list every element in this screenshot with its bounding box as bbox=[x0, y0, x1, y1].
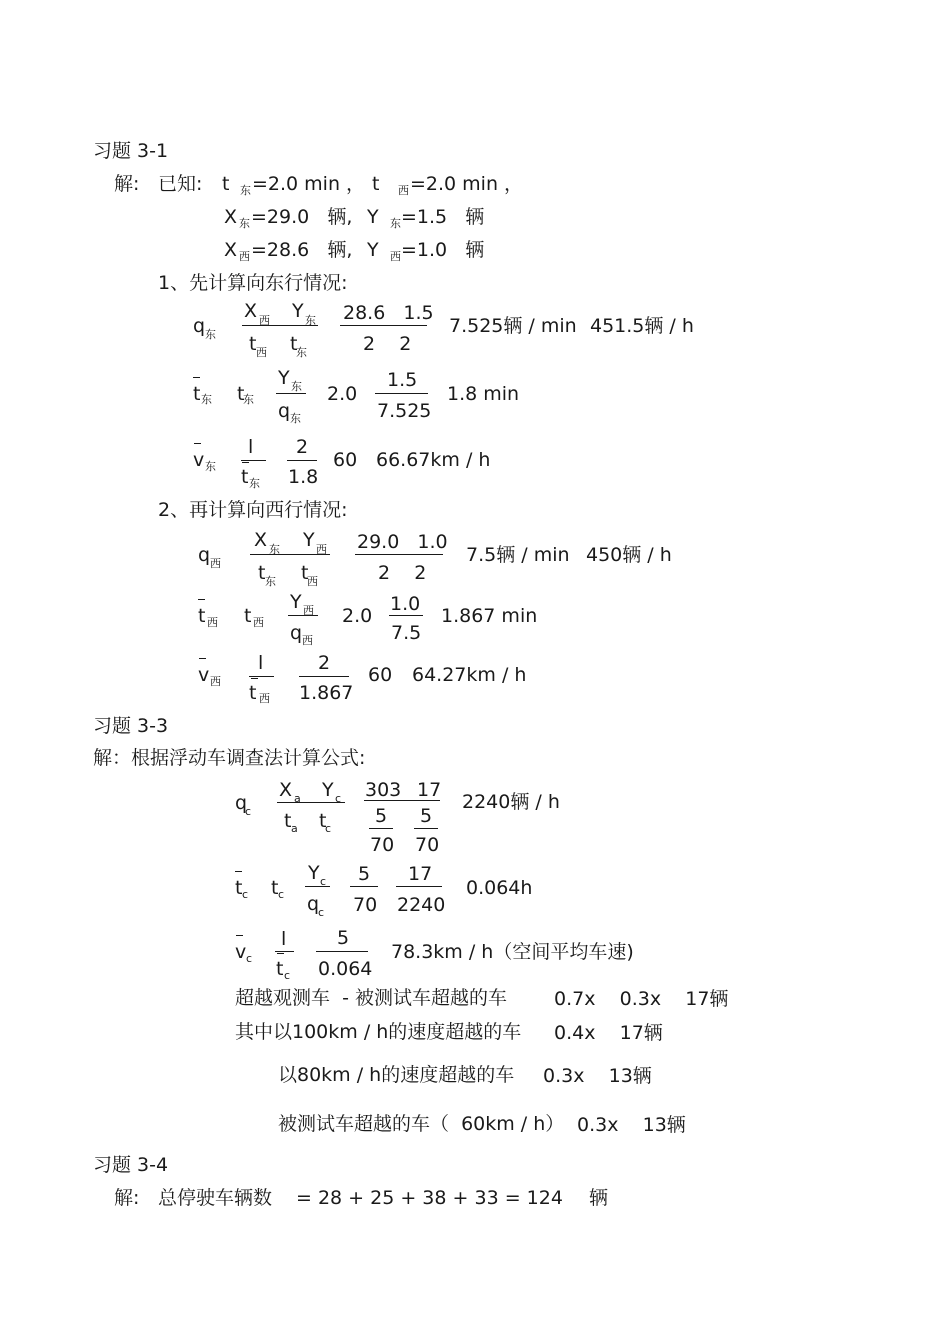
west-q-result-hour: 450辆 / h bbox=[586, 544, 672, 566]
vc-tbar-overbar bbox=[277, 953, 284, 954]
east-q-fraction-bar bbox=[242, 325, 318, 326]
given-y-west-sub: 西 bbox=[390, 250, 401, 263]
overtaking-line-2-value: 0.4x 17辆 bbox=[554, 1022, 663, 1044]
west-num-x-sub: 东 bbox=[269, 543, 280, 556]
east-v-num: 2 bbox=[296, 436, 309, 458]
west-q-result-min: 7.5辆 / min bbox=[466, 544, 570, 566]
west-t-sub: 西 bbox=[207, 616, 218, 629]
tc2-sub: c bbox=[278, 888, 285, 901]
east-t-den: 7.525 bbox=[377, 400, 432, 422]
qc-inner-70a: 70 bbox=[370, 834, 395, 856]
east-den-t1: t bbox=[249, 333, 257, 355]
east-num-y-sub: 东 bbox=[305, 314, 316, 327]
given-y-east: Y bbox=[367, 206, 379, 228]
given-y-east-sub: 东 bbox=[390, 217, 401, 230]
overtaking-line-4-value: 0.3x 13辆 bbox=[577, 1114, 686, 1136]
east-t2-symbol: t bbox=[237, 383, 245, 405]
east-v-result: 66.67km / h bbox=[376, 449, 491, 471]
qc-result: 2240辆 / h bbox=[462, 791, 560, 813]
given-y-west-val: =1.0 辆 bbox=[401, 239, 485, 261]
qc-num-y-sub: c bbox=[335, 792, 342, 805]
given-x-west-sub: 西 bbox=[239, 250, 250, 263]
east-q-symbol: q bbox=[193, 315, 206, 337]
east-den-t2-sub: 东 bbox=[296, 346, 307, 359]
east-num-x-sub: 西 bbox=[259, 314, 270, 327]
step-2-heading: 2、再计算向西行情况: bbox=[158, 499, 348, 521]
tc-sub: c bbox=[242, 888, 249, 901]
qc-inner-bar-b bbox=[414, 828, 438, 829]
given-x-east-val: =29.0 辆, bbox=[251, 206, 353, 228]
problem-3-4-title: 习题 3-4 bbox=[93, 1154, 169, 1176]
given-t-east: t bbox=[222, 173, 230, 195]
tc-5-70-bar bbox=[350, 886, 378, 887]
qc-den-ta-sub: a bbox=[291, 822, 298, 835]
west-v-values-bar bbox=[299, 676, 349, 677]
tc-symbol: t bbox=[235, 877, 243, 899]
qc-num-x: X bbox=[279, 779, 293, 801]
west-v-sub: 西 bbox=[210, 675, 221, 688]
west-v-tbar: t bbox=[249, 682, 257, 704]
east-t-sub: 东 bbox=[201, 393, 212, 406]
tc2-symbol: t bbox=[271, 877, 279, 899]
west-den-t2-sub: 西 bbox=[307, 575, 318, 588]
overtaking-line-3: 以80km / h的速度超越的车 bbox=[278, 1064, 515, 1086]
vc-tbar-sub: c bbox=[284, 969, 291, 982]
east-v-overbar bbox=[194, 443, 201, 444]
west-v-l: l bbox=[258, 652, 264, 674]
total-stopped-vehicles-label: 总停驶车辆数 bbox=[158, 1187, 273, 1209]
qc-den-tc-sub: c bbox=[325, 822, 332, 835]
east-t-overbar bbox=[193, 377, 200, 378]
vc-l: l bbox=[281, 928, 287, 950]
problem-3-1-title: 习题 3-1 bbox=[93, 140, 169, 162]
west-values-fraction-bar bbox=[355, 554, 443, 555]
east-q-sub: 东 bbox=[205, 328, 216, 341]
east-frac-y-sub: 东 bbox=[291, 380, 302, 393]
west-t-overbar bbox=[198, 599, 205, 600]
west-den-values: 2 2 bbox=[378, 562, 427, 584]
tc-17: 17 bbox=[408, 863, 433, 885]
vc-tbar: t bbox=[276, 958, 284, 980]
west-num-y-sub: 西 bbox=[316, 543, 327, 556]
tc-frac-y-sub: c bbox=[320, 875, 327, 888]
problem-3-3-title: 习题 3-3 bbox=[93, 715, 169, 737]
west-frac-q-sub: 西 bbox=[302, 634, 313, 647]
tc-2240: 2240 bbox=[397, 894, 446, 916]
qc-symbol: q bbox=[235, 792, 248, 814]
given-x-west-val: =28.6 辆, bbox=[251, 239, 353, 261]
west-v-tbar-sub: 西 bbox=[259, 692, 270, 705]
east-den-t1-sub: 西 bbox=[256, 346, 267, 359]
west-frac-y-sub: 西 bbox=[303, 604, 314, 617]
east-v-tbar-sub: 东 bbox=[249, 477, 260, 490]
given-t-west: t bbox=[372, 173, 380, 195]
tc-5: 5 bbox=[358, 863, 371, 885]
west-t-result: 1.867 min bbox=[441, 605, 538, 627]
east-t-result: 1.8 min bbox=[447, 383, 520, 405]
west-q-symbol: q bbox=[198, 544, 211, 566]
east-v-l: l bbox=[248, 436, 254, 458]
overtaking-line-1: 超越观测车 - 被测试车超越的车 bbox=[235, 987, 507, 1009]
qc-den-ta: t bbox=[284, 810, 292, 832]
east-v-sub: 东 bbox=[205, 460, 216, 473]
east-t-2.0: 2.0 bbox=[327, 383, 358, 405]
west-den-t2: t bbox=[301, 562, 309, 584]
given-x-east: X bbox=[224, 206, 238, 228]
tc-17-2240-bar bbox=[396, 886, 442, 887]
east-frac-y: Y bbox=[278, 367, 290, 389]
given-t-west-val: =2.0 min ， bbox=[410, 173, 524, 195]
west-frac-q: q bbox=[290, 622, 303, 644]
tc-fraction-bar bbox=[305, 886, 330, 887]
vc-symbol: v bbox=[235, 941, 247, 963]
east-v-fraction-bar bbox=[241, 460, 266, 461]
west-v-tbar-overbar bbox=[251, 678, 258, 679]
problem-3-3-intro: 解：根据浮动车调查法计算公式: bbox=[93, 747, 366, 769]
vc-values-bar bbox=[316, 951, 368, 952]
vc-result: 78.3km / h（空间平均车速) bbox=[391, 941, 634, 963]
west-v-overbar bbox=[199, 658, 206, 659]
west-v-60: 60 bbox=[368, 664, 393, 686]
vc-den: 0.064 bbox=[318, 958, 373, 980]
west-t-values-bar bbox=[389, 615, 423, 616]
overtaking-line-4: 被测试车超越的车（ 60km / h） bbox=[278, 1113, 565, 1135]
east-v-symbol: v bbox=[193, 449, 205, 471]
west-den-t1: t bbox=[258, 562, 266, 584]
east-frac-q-sub: 东 bbox=[290, 412, 301, 425]
west-v-symbol: v bbox=[198, 664, 210, 686]
given-x-west: X bbox=[224, 239, 238, 261]
vc-sub: c bbox=[246, 952, 253, 965]
east-v-tbar-overbar bbox=[242, 462, 249, 463]
east-num-y: Y bbox=[292, 300, 304, 322]
west-num-x: X bbox=[254, 529, 268, 551]
given-t-east-sub: 东 bbox=[240, 184, 251, 197]
east-t-values-bar bbox=[375, 393, 428, 394]
east-t2-sub: 东 bbox=[243, 393, 254, 406]
east-v-60: 60 bbox=[333, 449, 358, 471]
east-q-result-hour: 451.5辆 / h bbox=[590, 315, 694, 337]
tc-result: 0.064h bbox=[466, 877, 533, 899]
given-y-west: Y bbox=[367, 239, 379, 261]
west-q-sub: 西 bbox=[210, 557, 221, 570]
west-q-fraction-bar bbox=[250, 554, 330, 555]
west-t-symbol: t bbox=[198, 605, 206, 627]
vc-overbar bbox=[236, 935, 243, 936]
qc-inner-5b: 5 bbox=[420, 805, 433, 827]
tc-overbar bbox=[235, 871, 242, 872]
west-den-t1-sub: 东 bbox=[265, 575, 276, 588]
total-stopped-vehicles-equation: = 28 + 25 + 38 + 33 = 124 bbox=[296, 1187, 563, 1209]
problem-3-4-solution-label: 解: bbox=[114, 1187, 140, 1209]
total-stopped-vehicles-unit: 辆 bbox=[589, 1187, 609, 1209]
west-t-fraction-bar bbox=[288, 615, 318, 616]
east-den-values: 2 2 bbox=[363, 333, 412, 355]
east-q-result-min: 7.525辆 / min bbox=[449, 315, 577, 337]
east-t-fraction-bar bbox=[276, 393, 306, 394]
qc-fraction-bar bbox=[277, 802, 345, 803]
given-y-east-val: =1.5 辆 bbox=[401, 206, 485, 228]
east-values-fraction-bar bbox=[340, 325, 427, 326]
qc-num-17: 17 bbox=[417, 779, 442, 801]
west-t-den: 7.5 bbox=[391, 622, 422, 644]
qc-inner-70b: 70 bbox=[415, 834, 440, 856]
east-num-x: X bbox=[244, 300, 258, 322]
east-v-den: 1.8 bbox=[288, 466, 319, 488]
west-v-den: 1.867 bbox=[299, 682, 354, 704]
tc-frac-q-sub: c bbox=[318, 906, 325, 919]
qc-den-tc: t bbox=[319, 810, 327, 832]
qc-inner-5a: 5 bbox=[375, 805, 388, 827]
tc-frac-y: Y bbox=[308, 862, 320, 884]
tc-70: 70 bbox=[353, 894, 378, 916]
east-v-values-bar bbox=[287, 460, 317, 461]
known-label: 已知: bbox=[158, 173, 203, 195]
given-t-west-sub: 西 bbox=[398, 184, 409, 197]
qc-values-bar bbox=[364, 800, 440, 801]
solution-label: 解: bbox=[114, 173, 140, 195]
east-t-symbol: t bbox=[193, 383, 201, 405]
overtaking-line-3-value: 0.3x 13辆 bbox=[543, 1065, 652, 1087]
qc-num-x-sub: a bbox=[294, 792, 301, 805]
vc-fraction-bar bbox=[275, 951, 294, 952]
qc-inner-bar-a bbox=[369, 828, 393, 829]
west-num-y: Y bbox=[303, 529, 315, 551]
west-v-num: 2 bbox=[318, 652, 331, 674]
west-t2-sub: 西 bbox=[253, 616, 264, 629]
west-frac-y: Y bbox=[290, 591, 302, 613]
qc-num-303: 303 bbox=[365, 779, 402, 801]
east-v-tbar: t bbox=[241, 466, 249, 488]
qc-num-y: Y bbox=[322, 779, 334, 801]
west-t-2.0: 2.0 bbox=[342, 605, 373, 627]
east-t-num: 1.5 bbox=[387, 369, 418, 391]
west-v-fraction-bar bbox=[249, 676, 274, 677]
overtaking-line-2: 其中以100km / h的速度超越的车 bbox=[235, 1021, 522, 1043]
west-v-result: 64.27km / h bbox=[412, 664, 527, 686]
east-frac-q: q bbox=[278, 400, 291, 422]
tc-frac-q: q bbox=[307, 893, 320, 915]
given-x-east-sub: 东 bbox=[239, 217, 250, 230]
qc-sub: c bbox=[245, 805, 252, 818]
east-den-t2: t bbox=[290, 333, 298, 355]
overtaking-line-1-value: 0.7x 0.3x 17辆 bbox=[554, 988, 729, 1010]
west-num-values: 29.0 1.0 bbox=[357, 531, 448, 553]
east-num-values: 28.6 1.5 bbox=[343, 302, 434, 324]
west-t-num: 1.0 bbox=[390, 593, 421, 615]
step-1-heading: 1、先计算向东行情况: bbox=[158, 272, 348, 294]
given-t-east-val: =2.0 min ， bbox=[252, 173, 366, 195]
west-t2-symbol: t bbox=[244, 605, 252, 627]
vc-num: 5 bbox=[337, 927, 350, 949]
